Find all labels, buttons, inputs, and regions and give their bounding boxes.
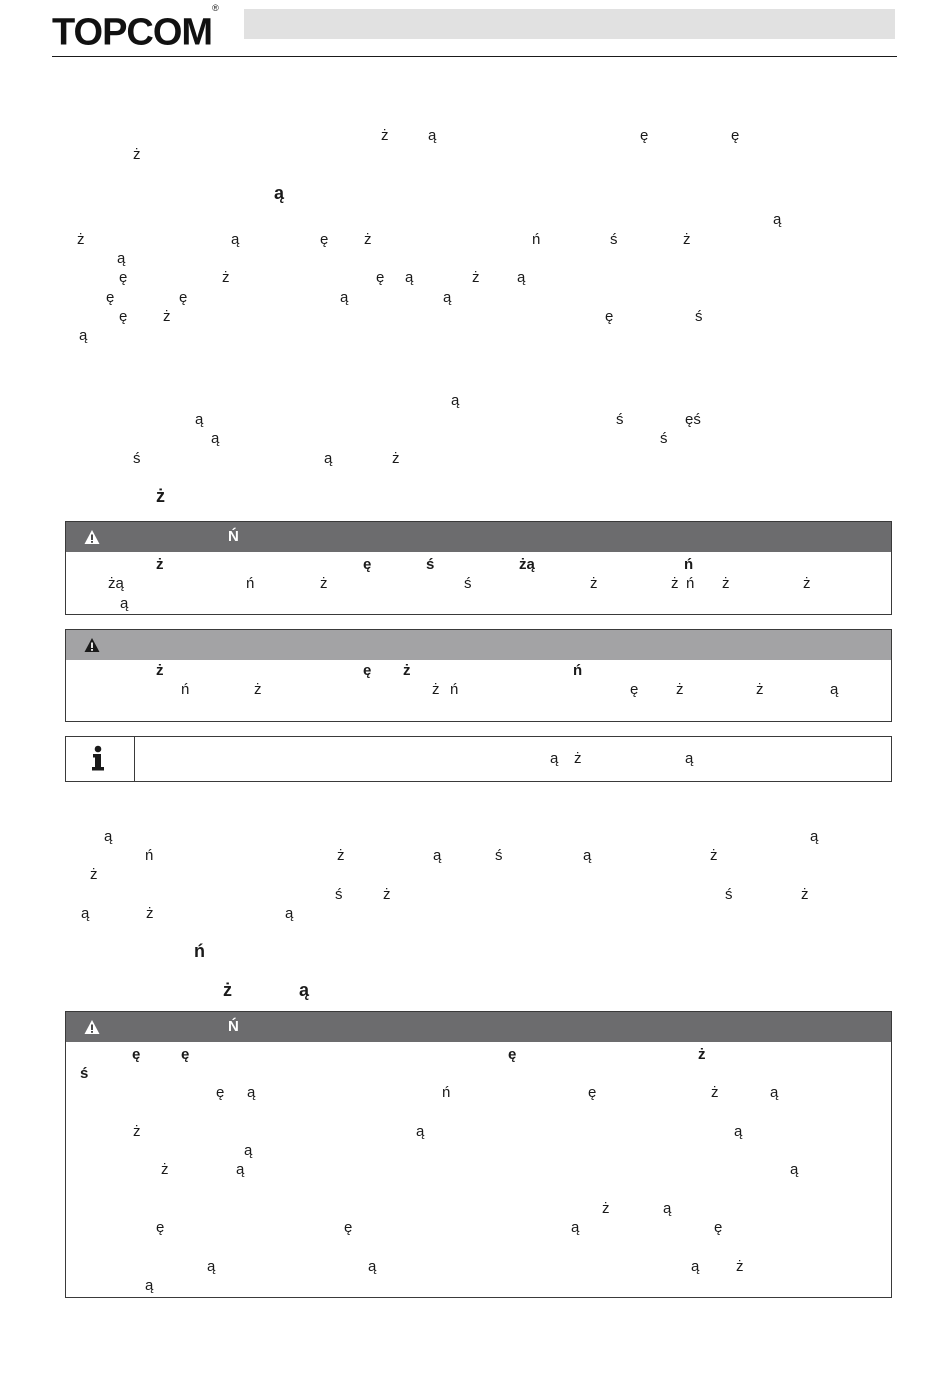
glyph: ż: [722, 575, 730, 592]
glyph: ą: [770, 1084, 779, 1101]
brand-name: TOPCOM: [52, 11, 213, 54]
glyph: ś: [610, 231, 618, 248]
glyph: ę: [156, 1219, 165, 1236]
glyph: ą: [685, 750, 694, 767]
glyph: ś: [660, 430, 668, 447]
glyph: ż: [77, 231, 85, 248]
glyph: ą: [195, 411, 204, 428]
glyph: ą: [571, 1219, 580, 1236]
glyph: ęś: [685, 411, 701, 428]
glyph: ż: [736, 1258, 744, 1275]
glyph: ż: [163, 308, 171, 325]
glyph: ę: [216, 1084, 225, 1101]
registered-mark: ®: [212, 3, 219, 13]
glyph: ą: [790, 1161, 799, 1178]
glyph: ż: [156, 556, 164, 573]
glyph: ę: [630, 681, 639, 698]
glyph: ń: [684, 556, 694, 573]
glyph: ą: [81, 905, 90, 922]
glyph: ą: [550, 750, 559, 767]
glyph: ą: [691, 1258, 700, 1275]
section-heading-glyph: ą: [299, 980, 310, 1000]
glyph: ż: [146, 905, 154, 922]
glyph: ż: [671, 575, 679, 592]
glyph: ż: [222, 269, 230, 286]
glyph: ś: [464, 575, 472, 592]
glyph: ę: [376, 269, 385, 286]
glyph: ż: [676, 681, 684, 698]
glyph: ą: [517, 269, 526, 286]
glyph: ż: [133, 146, 141, 163]
danger-box-header: [66, 522, 891, 552]
glyph: ż: [472, 269, 480, 286]
danger-box: [65, 521, 892, 615]
glyph: ą: [207, 1258, 216, 1275]
glyph: ą: [231, 231, 240, 248]
glyph: ą: [104, 828, 113, 845]
glyph: ą: [79, 327, 88, 344]
glyph: ż: [383, 886, 391, 903]
glyph: ą: [443, 289, 452, 306]
glyph: ś: [426, 556, 435, 573]
glyph: ą: [340, 289, 349, 306]
glyph: ą: [236, 1161, 245, 1178]
glyph: ą: [244, 1142, 253, 1159]
header-bar: [244, 9, 895, 39]
glyph: ą: [117, 250, 126, 267]
glyph: ż: [392, 450, 400, 467]
danger-box-header: [66, 1012, 891, 1042]
glyph: ę: [179, 289, 188, 306]
glyph: ą: [428, 127, 437, 144]
glyph: ż: [683, 231, 691, 248]
glyph: żą: [519, 556, 535, 573]
glyph: ż: [756, 681, 764, 698]
glyph: ń: [246, 575, 255, 592]
info-icon-cell: [66, 737, 135, 781]
glyph: ę: [508, 1046, 517, 1063]
glyph: ę: [344, 1219, 353, 1236]
glyph: ą: [405, 269, 414, 286]
glyph: ż: [364, 231, 372, 248]
glyph: ż: [403, 662, 411, 679]
glyph: ę: [363, 662, 372, 679]
warning-box: [65, 629, 892, 722]
glyph: ę: [106, 289, 115, 306]
glyph: ę: [320, 231, 329, 248]
glyph: ż: [337, 847, 345, 864]
danger-box-title: Ń: [228, 1018, 239, 1035]
glyph: ń: [532, 231, 541, 248]
glyph: ż: [602, 1200, 610, 1217]
glyph: ń: [442, 1084, 451, 1101]
section-heading: ą: [274, 183, 285, 203]
glyph: ą: [830, 681, 839, 698]
glyph: ą: [285, 905, 294, 922]
glyph: ę: [714, 1219, 723, 1236]
warning-triangle-icon: [84, 1019, 100, 1035]
glyph: ż: [801, 886, 809, 903]
glyph: ą: [368, 1258, 377, 1275]
glyph: ą: [451, 392, 460, 409]
brand-logo: [52, 3, 219, 55]
glyph: ń: [145, 847, 154, 864]
glyph: ż: [710, 847, 718, 864]
glyph: ż: [161, 1161, 169, 1178]
glyph: ę: [181, 1046, 190, 1063]
glyph: ż: [698, 1046, 706, 1063]
glyph: ż: [90, 866, 98, 883]
glyph: ę: [605, 308, 614, 325]
glyph: ą: [145, 1277, 154, 1294]
glyph: ś: [133, 450, 141, 467]
glyph: ę: [640, 127, 649, 144]
glyph: ś: [695, 308, 703, 325]
glyph: ą: [773, 211, 782, 228]
glyph: ą: [433, 847, 442, 864]
glyph: ż: [156, 662, 164, 679]
danger-box: [65, 1011, 892, 1298]
glyph: ę: [119, 269, 128, 286]
glyph: ę: [132, 1046, 141, 1063]
glyph: ś: [335, 886, 343, 903]
warning-box-header: [66, 630, 891, 660]
glyph: ę: [363, 556, 372, 573]
glyph: ż: [254, 681, 262, 698]
glyph: ą: [324, 450, 333, 467]
glyph: ą: [416, 1123, 425, 1140]
glyph: ń: [686, 575, 695, 592]
glyph: ż: [381, 127, 389, 144]
glyph: ą: [583, 847, 592, 864]
glyph: ż: [432, 681, 440, 698]
glyph: ń: [181, 681, 190, 698]
glyph: ą: [734, 1123, 743, 1140]
glyph: ż: [590, 575, 598, 592]
glyph: ą: [810, 828, 819, 845]
glyph: ż: [803, 575, 811, 592]
glyph: ż: [711, 1084, 719, 1101]
info-box: [65, 736, 892, 782]
glyph: ę: [119, 308, 128, 325]
info-icon: [90, 745, 106, 771]
glyph: ś: [495, 847, 503, 864]
glyph: ę: [731, 127, 740, 144]
glyph: ą: [120, 595, 129, 612]
glyph: ś: [725, 886, 733, 903]
glyph: ą: [211, 430, 220, 447]
glyph: ą: [663, 1200, 672, 1217]
glyph: ś: [80, 1065, 89, 1082]
danger-box-title: Ń: [228, 528, 239, 545]
glyph: żą: [108, 575, 124, 592]
glyph: ę: [588, 1084, 597, 1101]
header-rule: [52, 56, 897, 57]
glyph: ń: [573, 662, 583, 679]
section-heading: ń: [194, 941, 205, 961]
section-heading: ż: [156, 486, 165, 506]
glyph: ż: [574, 750, 582, 767]
glyph: ż: [133, 1123, 141, 1140]
warning-triangle-icon: [84, 637, 100, 653]
glyph: ą: [247, 1084, 256, 1101]
glyph: ż: [320, 575, 328, 592]
glyph: ś: [616, 411, 624, 428]
glyph: ń: [450, 681, 459, 698]
warning-triangle-icon: [84, 529, 100, 545]
section-heading-glyph: ż: [223, 980, 232, 1000]
